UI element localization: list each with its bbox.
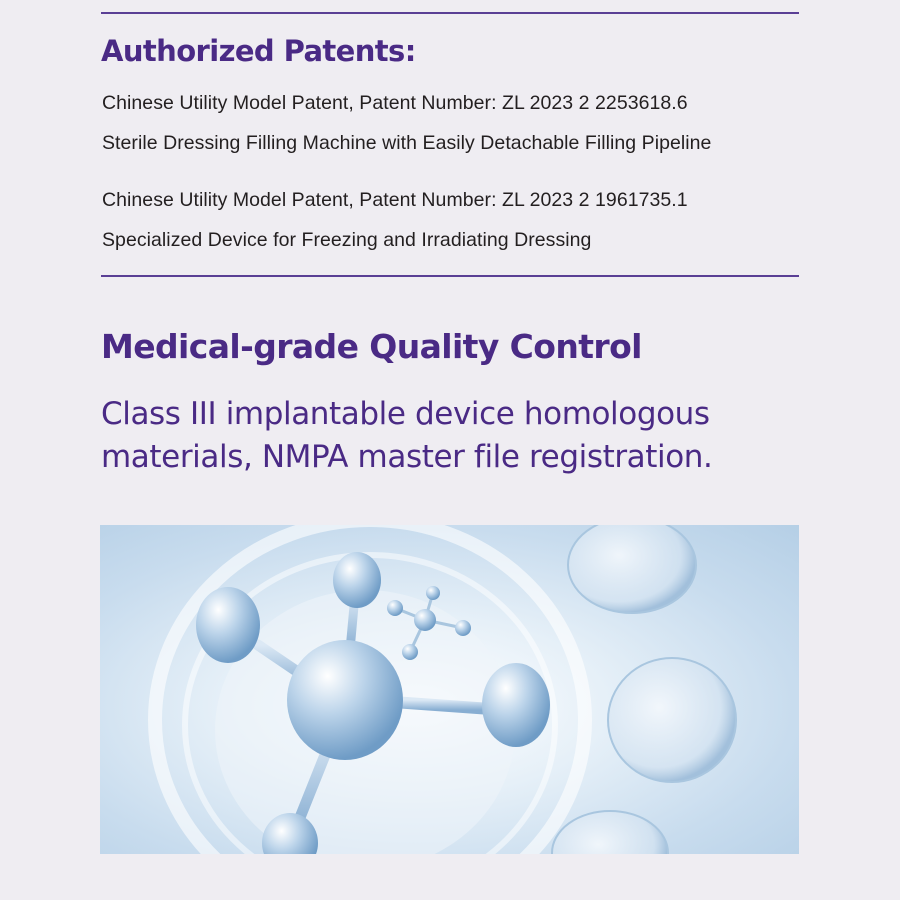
quality-heading: Medical-grade Quality Control	[101, 327, 642, 366]
quality-description	[101, 393, 821, 479]
patent-1-title: Sterile Dressing Filling Machine with Easily Detachable Filling Pipeline	[102, 132, 712, 154]
quality-description-line-2: materials, NMPA master file registration.	[101, 439, 713, 475]
quality-description-line-1: Class III implantable device homologous	[101, 396, 710, 432]
top-divider	[101, 12, 799, 14]
patent-1-number: Chinese Utility Model Patent, Patent Number: ZL 2023 2 2253618.6	[102, 92, 688, 114]
patent-2-title: Specialized Device for Freezing and Irradiating Dressing	[102, 229, 592, 251]
patents-heading: Authorized Patents:	[101, 34, 416, 68]
patent-2-number: Chinese Utility Model Patent, Patent Number: ZL 2023 2 1961735.1	[102, 189, 688, 211]
molecule-illustration-icon	[100, 525, 799, 854]
molecule-hero-image	[100, 525, 799, 854]
patents-bottom-divider	[101, 275, 799, 277]
